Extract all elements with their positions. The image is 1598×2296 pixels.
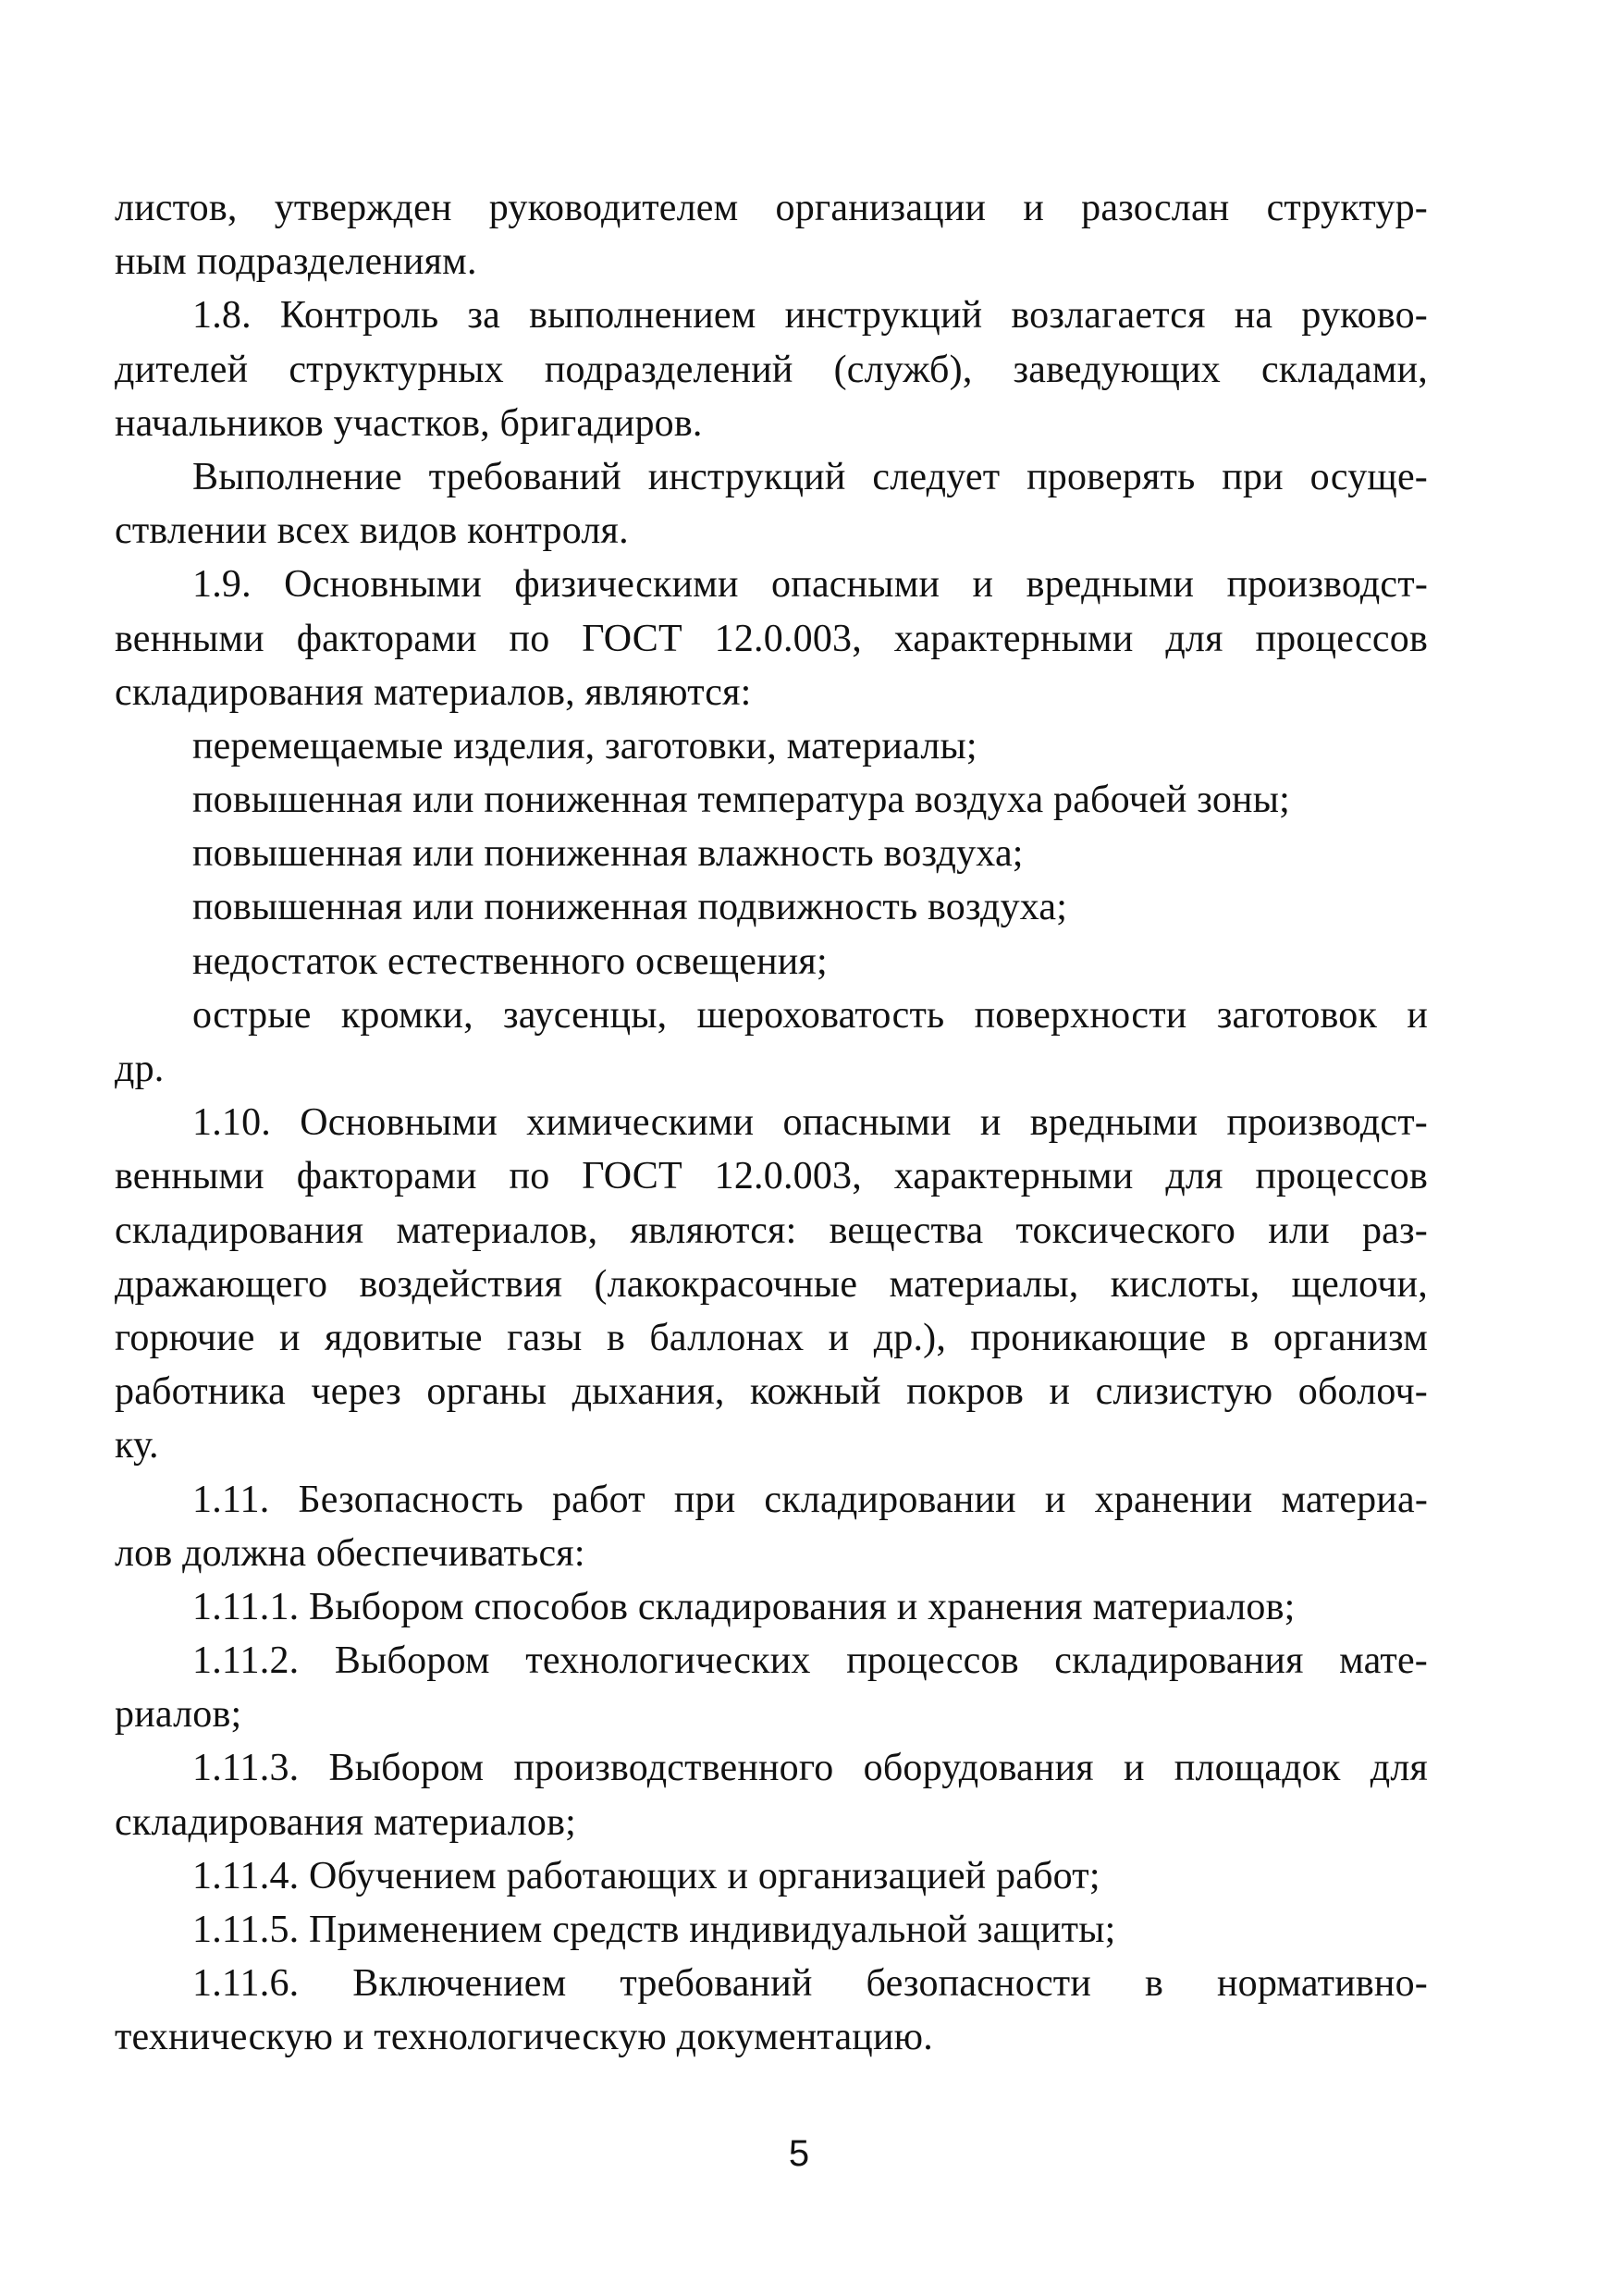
list-item: 1.11.1. Выбором способов складирования и хранения материалов; bbox=[192, 1585, 1296, 1628]
text-line: работника через органы дыхания, кожный покров и слизистую оболоч- bbox=[115, 1370, 1428, 1414]
text-line: 1.9. Основными физическими опасными и вредными производст- bbox=[192, 563, 1428, 607]
text-line: складирования материалов, являются: bbox=[115, 670, 752, 714]
text-line: др. bbox=[115, 1048, 165, 1090]
text-line: Выполнение требований инструкций следует проверять при осуще- bbox=[192, 455, 1428, 498]
text-line: риалов; bbox=[115, 1693, 242, 1737]
list-item: повышенная или пониженная температура воздуха рабочей зоны; bbox=[192, 779, 1290, 822]
list-item: 1.11.3. Выбором производственного оборудования и площадок для bbox=[192, 1747, 1428, 1790]
document-body bbox=[115, 181, 1428, 2065]
text-line: листов, утвержден руководителем организации и разослан структур- bbox=[115, 187, 1428, 229]
text-line: 1.8. Контроль за выполнением инструкций возлагается на руково- bbox=[192, 294, 1428, 338]
list-item: 1.11.5. Применением средств индивидуальной защиты; bbox=[192, 1909, 1116, 1951]
list-item: 1.11.6. Включением требований безопасности в нормативно- bbox=[192, 1962, 1428, 2006]
list-item: недостаток естественного освещения; bbox=[192, 939, 828, 983]
text-line: складирования материалов; bbox=[115, 1800, 576, 1844]
text-line: лов должна обеспечиваться: bbox=[115, 1531, 585, 1575]
text-line: венными факторами по ГОСТ 12.0.003, характерными для процессов bbox=[115, 617, 1428, 660]
text-line: ствлении всех видов контроля. bbox=[115, 510, 629, 553]
text-line: складирования материалов, являются: вещества токсического или раз- bbox=[115, 1209, 1428, 1252]
list-item: повышенная или пониженная влажность воздуха; bbox=[192, 832, 1024, 876]
list-item: 1.11.2. Выбором технологических процессов складирования мате- bbox=[192, 1639, 1428, 1683]
list-item: повышенная или пониженная подвижность воздуха; bbox=[192, 886, 1068, 929]
text-line: ку. bbox=[115, 1424, 159, 1467]
list-item: перемещаемые изделия, заготовки, материалы; bbox=[192, 724, 977, 767]
text-line: 1.11. Безопасность работ при складировании и хранении материа- bbox=[192, 1478, 1428, 1521]
text-line: 1.10. Основными химическими опасными и вредными производст- bbox=[192, 1101, 1428, 1145]
list-item: острые кромки, заусенцы, шероховатость поверхности заготовок и bbox=[192, 993, 1428, 1037]
text-line: начальников участков, бригадиров. bbox=[115, 401, 703, 445]
text-line: горючие и ядовитые газы в баллонах и др.), проникающие в организм bbox=[115, 1316, 1428, 1359]
text-line: техническую и технологическую документацию. bbox=[115, 2016, 933, 2059]
text-line: дражающего воздействия (лакокрасочные материалы, кислоты, щелочи, bbox=[115, 1262, 1428, 1306]
page-number: 5 bbox=[788, 2133, 810, 2174]
text-line: ным подразделениям. bbox=[115, 240, 477, 284]
list-item: 1.11.4. Обучением работающих и организацией работ; bbox=[192, 1854, 1100, 1897]
text-line: дителей структурных подразделений (служб), заведующих складами, bbox=[115, 348, 1428, 391]
text-line: венными факторами по ГОСТ 12.0.003, характерными для процессов bbox=[115, 1155, 1428, 1198]
